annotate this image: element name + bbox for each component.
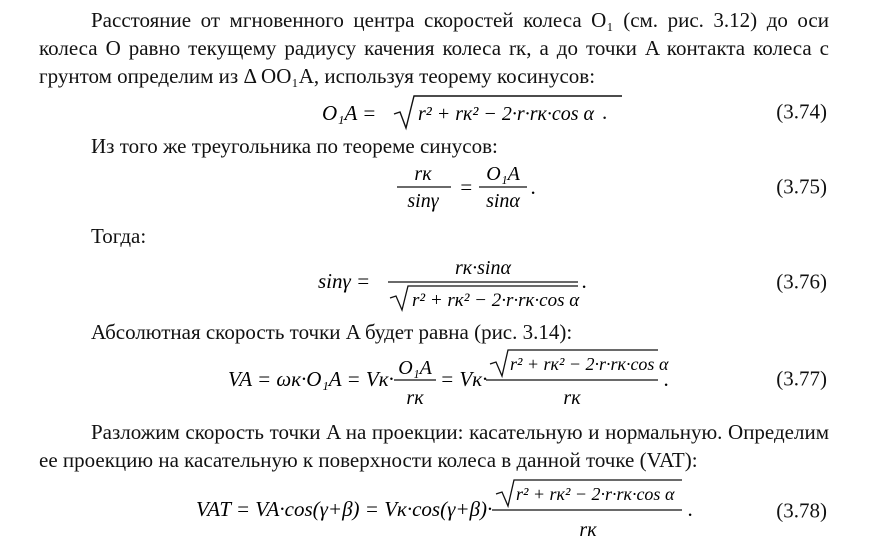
paragraph-5: Разложим скорость точки A на проекции: касательную и нормальную. Определим ее проекцию на касательную к поверхности колеса в данной точке (VAT): <box>39 420 829 472</box>
svg-text:.: . <box>664 367 670 391</box>
equation-3-77 <box>0 346 869 412</box>
svg-text:rк: rк <box>579 519 597 541</box>
svg-text:sinγ: sinγ <box>407 190 439 212</box>
svg-text:rк: rк <box>406 387 424 409</box>
paragraph-4: Абсолютная скорость точки A будет равна (рис. 3.14): <box>91 320 573 344</box>
svg-text:=: = <box>459 175 474 199</box>
svg-text:rк: rк <box>414 163 432 185</box>
svg-text:VA = ωк·O₁A = Vк·: VA = ωк·O₁A = Vк· <box>228 367 394 391</box>
svg-text:r² + rк² − 2·r·rк·cos α: r² + rк² − 2·r·rк·cos α <box>412 290 580 311</box>
eq374-lhs: O₁A = <box>322 101 377 125</box>
paragraph-3: Тогда: <box>91 224 147 248</box>
paragraph-1: Расстояние от мгновенного центра скоростей колеса O₁ (см. рис. 3.12) до оси колеса O равно текущему радиусу качения колеса rк, а до точки A контакта колеса с грунтом определим из Δ OO₁A, используя теорему косинусов: <box>39 8 829 88</box>
svg-text:O₁A: O₁A <box>486 163 520 185</box>
eq375-number: (3.75) <box>776 174 827 199</box>
svg-text:rк·sinα: rк·sinα <box>455 257 511 279</box>
svg-text:sinγ =: sinγ = <box>318 269 371 293</box>
eq374-radicand: r² + rк² − 2·r·rк·cos α <box>418 103 594 125</box>
svg-text:.: . <box>531 175 537 199</box>
eq378-number: (3.78) <box>776 498 827 523</box>
svg-text:r² + rк² − 2·r·rк·cos α: r² + rк² − 2·r·rк·cos α <box>510 354 669 374</box>
formula-3-75 <box>395 162 535 212</box>
formula-3-76 <box>318 252 598 312</box>
svg-text:r² + rк² − 2·r·rк·cos α: r² + rк² − 2·r·rк·cos α <box>516 484 675 504</box>
equation-3-78 <box>0 478 869 544</box>
svg-text:O₁A: O₁A <box>398 357 432 379</box>
formula-3-78 <box>196 478 696 544</box>
formula-3-77 <box>228 346 678 412</box>
eq374-number: (3.74) <box>776 99 827 124</box>
eq376-number: (3.76) <box>776 269 827 294</box>
paragraph-2: Из того же треугольника по теореме синусов: <box>91 134 498 158</box>
equation-3-75 <box>0 162 869 212</box>
svg-text:rк: rк <box>563 387 581 409</box>
equation-3-74 <box>0 92 869 132</box>
equation-3-76 <box>0 252 869 312</box>
svg-text:VAT = VA·cos(γ+β) = Vк·cos(γ+β: VAT = VA·cos(γ+β) = Vк·cos(γ+β)· <box>196 497 493 521</box>
eq374-tail: . <box>602 100 608 124</box>
svg-text:.: . <box>688 497 694 521</box>
eq377-number: (3.77) <box>776 366 827 391</box>
svg-text:.: . <box>582 269 588 293</box>
svg-text:= Vк·: = Vк· <box>440 367 488 391</box>
formula-3-74 <box>322 92 622 132</box>
svg-text:sinα: sinα <box>486 190 520 212</box>
